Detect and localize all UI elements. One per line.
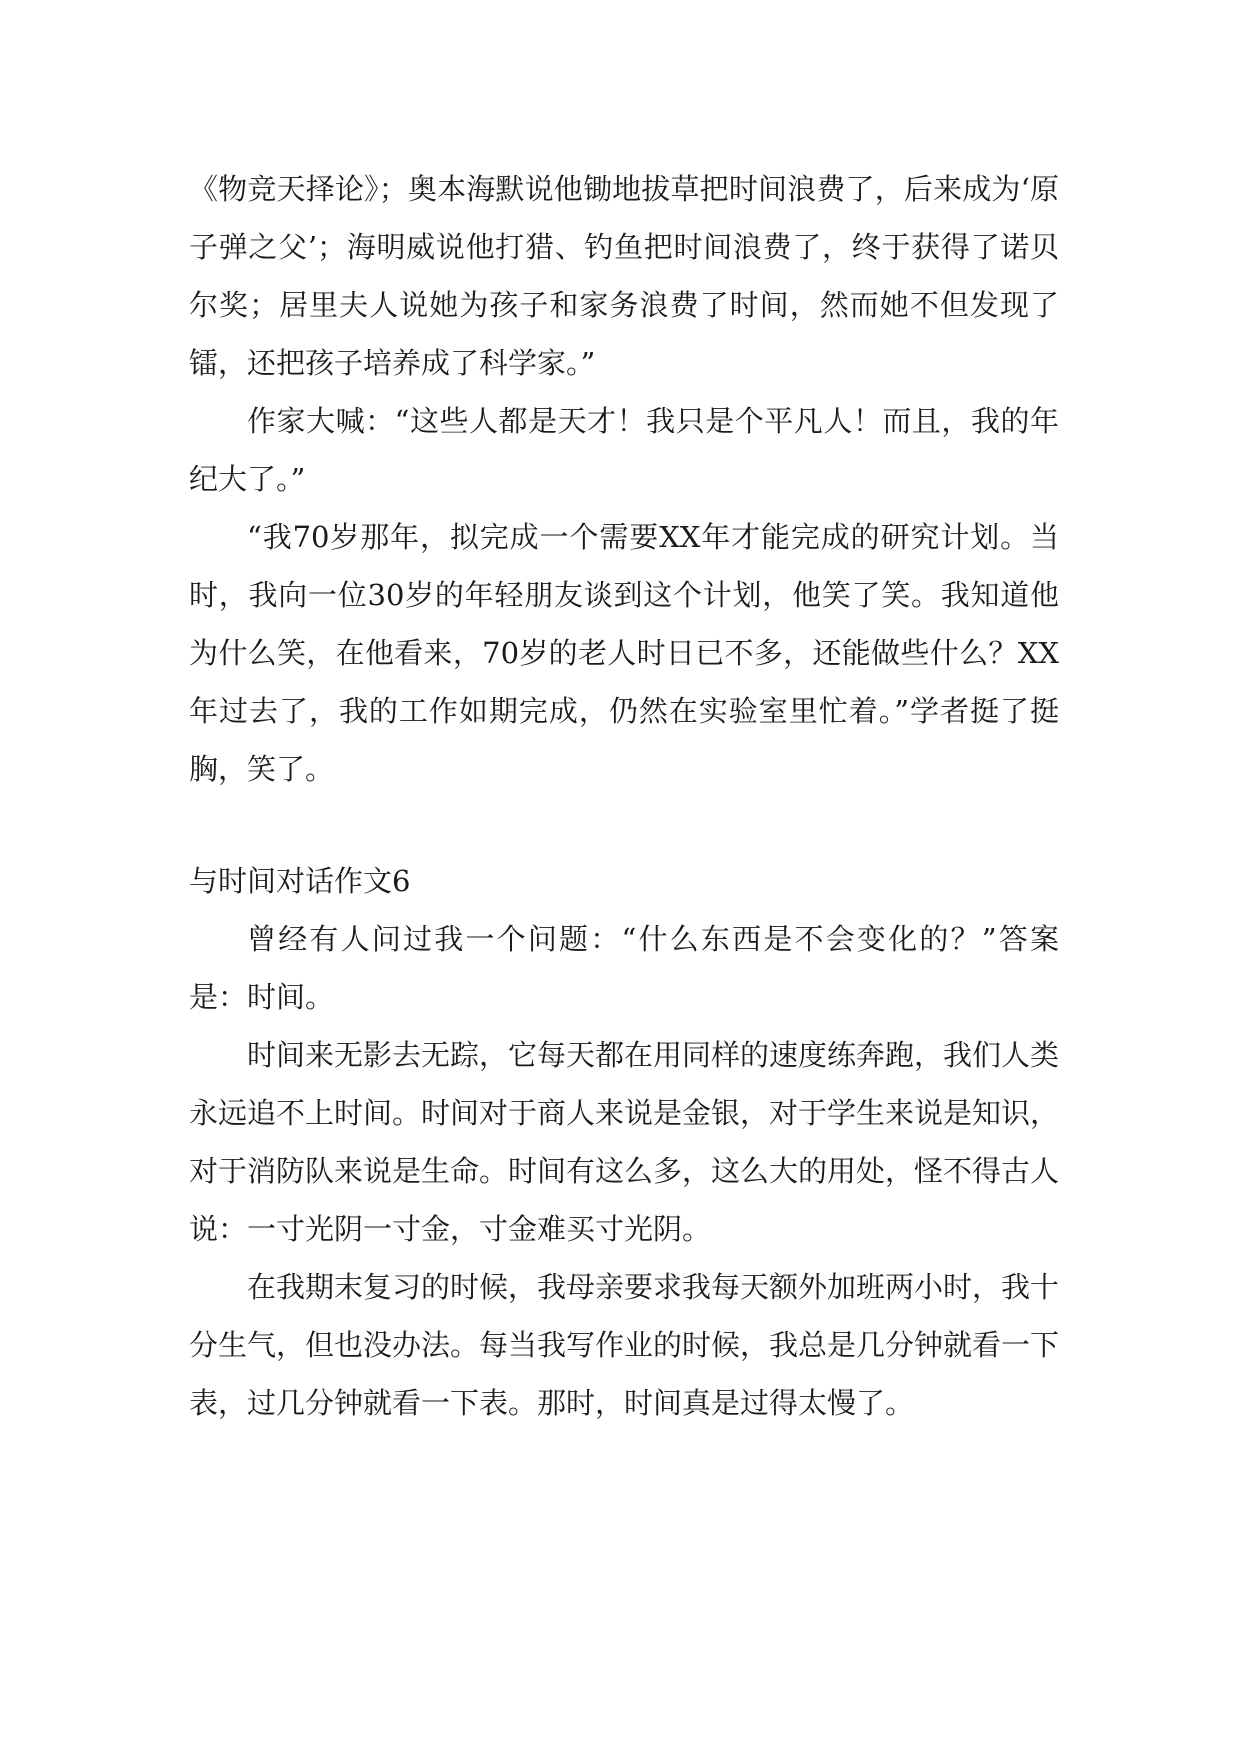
paragraph-question: 曾经有人问过我一个问题：“什么东西是不会变化的？”答案是：时间。 (189, 922, 1059, 1014)
paragraph-scholar-story: “我70岁那年，拟完成一个需要XX年才能完成的研究计划。当时，我向一位30岁的年轻朋友谈到这个计划，他笑了笑。我知道他为什么笑，在他看来，70岁的老人时日已不多，还能做些什么？XX年过去了，我的工作如期完成，仍然在实验室里忙着。”学者挺了挺胸，笑了。 (189, 520, 1059, 786)
paragraph-exam-review: 在我期末复习的时候，我母亲要求我每天额外加班两小时，我十分生气，但也没办法。每当我写作业的时候，我总是几分钟就看一下表，过几分钟就看一下表。那时，时间真是过得太慢了。 (189, 1270, 1060, 1420)
paragraph-continued: 《物竞天择论》；奥本海默说他锄地拔草把时间浪费了，后来成为‘原子弹之父’；海明威说他打猎、钓鱼把时间浪费了，终于获得了诺贝尔奖；居里夫人说她为孩子和家务浪费了时间，然而她不但发现了镭，还把孩子培养成了科学家。” (189, 172, 1059, 380)
section-title: 与时间对话作文6 (189, 864, 411, 898)
paragraph-time-value: 时间来无影去无踪，它每天都在用同样的速度练奔跑，我们人类永远追不上时间。时间对于商人来说是金银，对于学生来说是知识，对于消防队来说是生命。时间有这么多，这么大的用处，怪不得古人说：一寸光阴一寸金，寸金难买寸光阴。 (189, 1038, 1060, 1246)
paragraph-writer-shout: 作家大喊：“这些人都是天才！我只是个平凡人！而且，我的年纪大了。” (189, 404, 1059, 496)
document-body (189, 160, 1059, 1432)
